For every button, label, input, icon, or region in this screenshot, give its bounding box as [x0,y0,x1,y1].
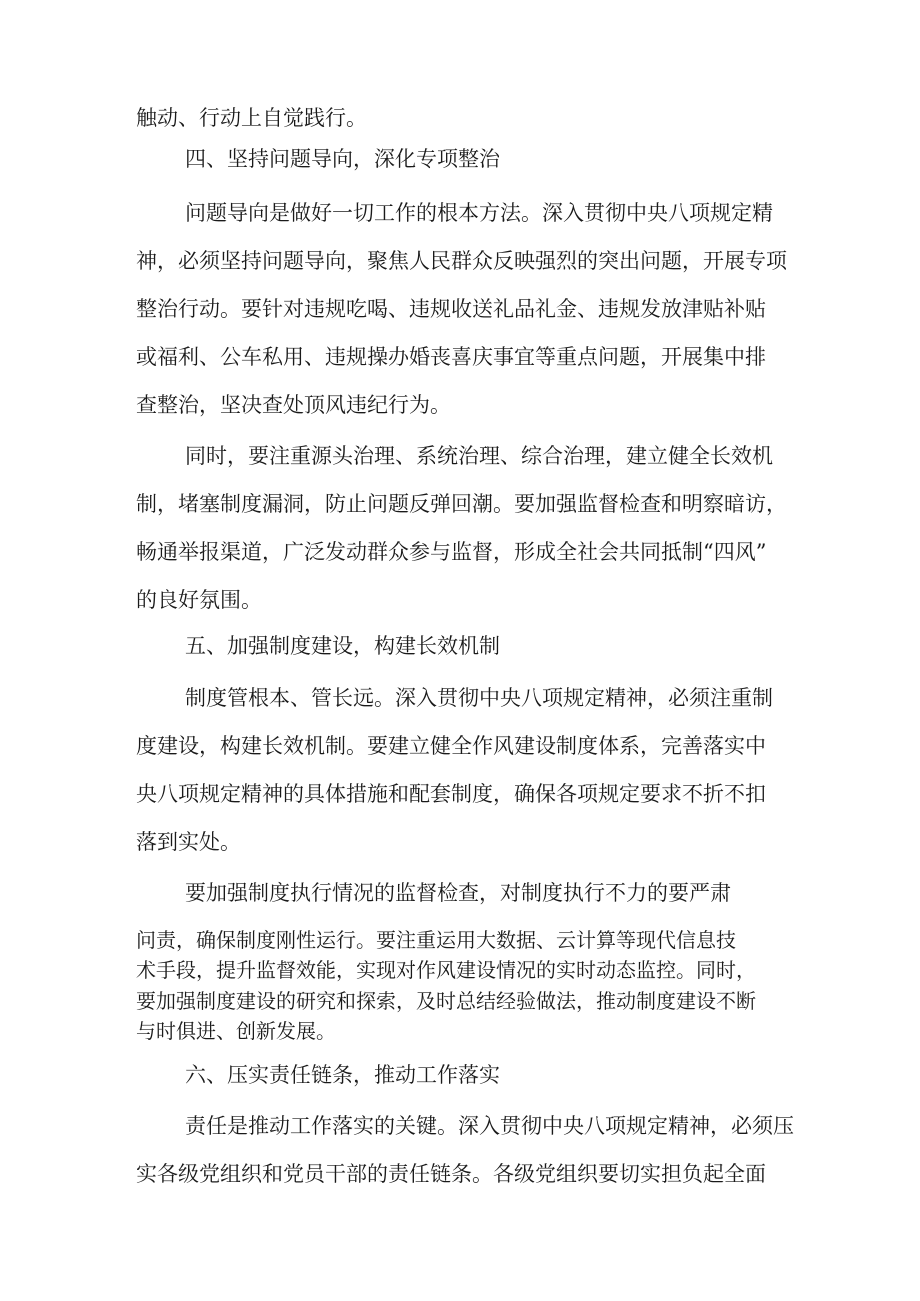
paragraph-line: 问题导向是做好一切工作的根本方法。深入贯彻中央八项规定精 [185,201,773,225]
paragraph-line: 问责，确保制度刚性运行。要注重运用大数据、云计算等现代信息技 [136,928,736,952]
section-heading-6: 六、压实责任链条，推动工作落实 [185,1063,500,1087]
paragraph-line: 制，堵塞制度漏洞，防止问题反弹回潮。要加强监督检查和明察暗访， [136,492,787,516]
paragraph-line: 术手段，提升监督效能，实现对作风建设情况的实时动态监控。同时， [136,958,756,982]
paragraph-line: 畅通举报渠道，广泛发动群众参与监督，形成全社会共同抵制“四风” [136,540,767,564]
section-heading-4: 四、坚持问题导向，深化专项整治 [185,147,500,171]
paragraph-line: 整治行动。要针对违规吃喝、违规收送礼品礼金、违规发放津贴补贴 [136,297,766,321]
paragraph-line: 的良好氛围。 [136,588,262,612]
paragraph-line: 责任是推动工作落实的关键。深入贯彻中央八项规定精神，必须压 [185,1114,794,1138]
paragraph-line: 落到实处。 [136,830,241,854]
paragraph-line: 实各级党组织和党员干部的责任链条。各级党组织要切实担负起全面 [136,1162,766,1186]
paragraph-line: 要加强制度建设的研究和探索，及时总结经验做法，推动制度建设不断 [136,989,756,1013]
paragraph-line: 制度管根本、管长远。深入贯彻中央八项规定精神，必须注重制 [185,686,773,710]
paragraph-line: 同时，要注重源头治理、系统治理、综合治理，建立健全长效机 [185,444,773,468]
paragraph-line: 或福利、公车私用、违规操办婚丧喜庆事宜等重点问题，开展集中排 [136,345,766,369]
paragraph-line: 触动、行动上自觉践行。 [136,106,367,130]
paragraph-line: 度建设，构建长效机制。要建立健全作风建设制度体系，完善落实中 [136,734,766,758]
section-heading-5: 五、加强制度建设，构建长效机制 [185,634,500,658]
paragraph-line: 要加强制度执行情况的监督检查，对制度执行不力的要严肃 [185,881,731,905]
paragraph-line: 央八项规定精神的具体措施和配套制度，确保各项规定要求不折不扣 [136,782,766,806]
paragraph-line: 查整治，坚决查处顶风违纪行为。 [136,393,451,417]
paragraph-line: 神，必须坚持问题导向，聚焦人民群众反映强烈的突出问题，开展专项 [136,249,787,273]
paragraph-line: 与时俱进、创新发展。 [136,1019,336,1043]
